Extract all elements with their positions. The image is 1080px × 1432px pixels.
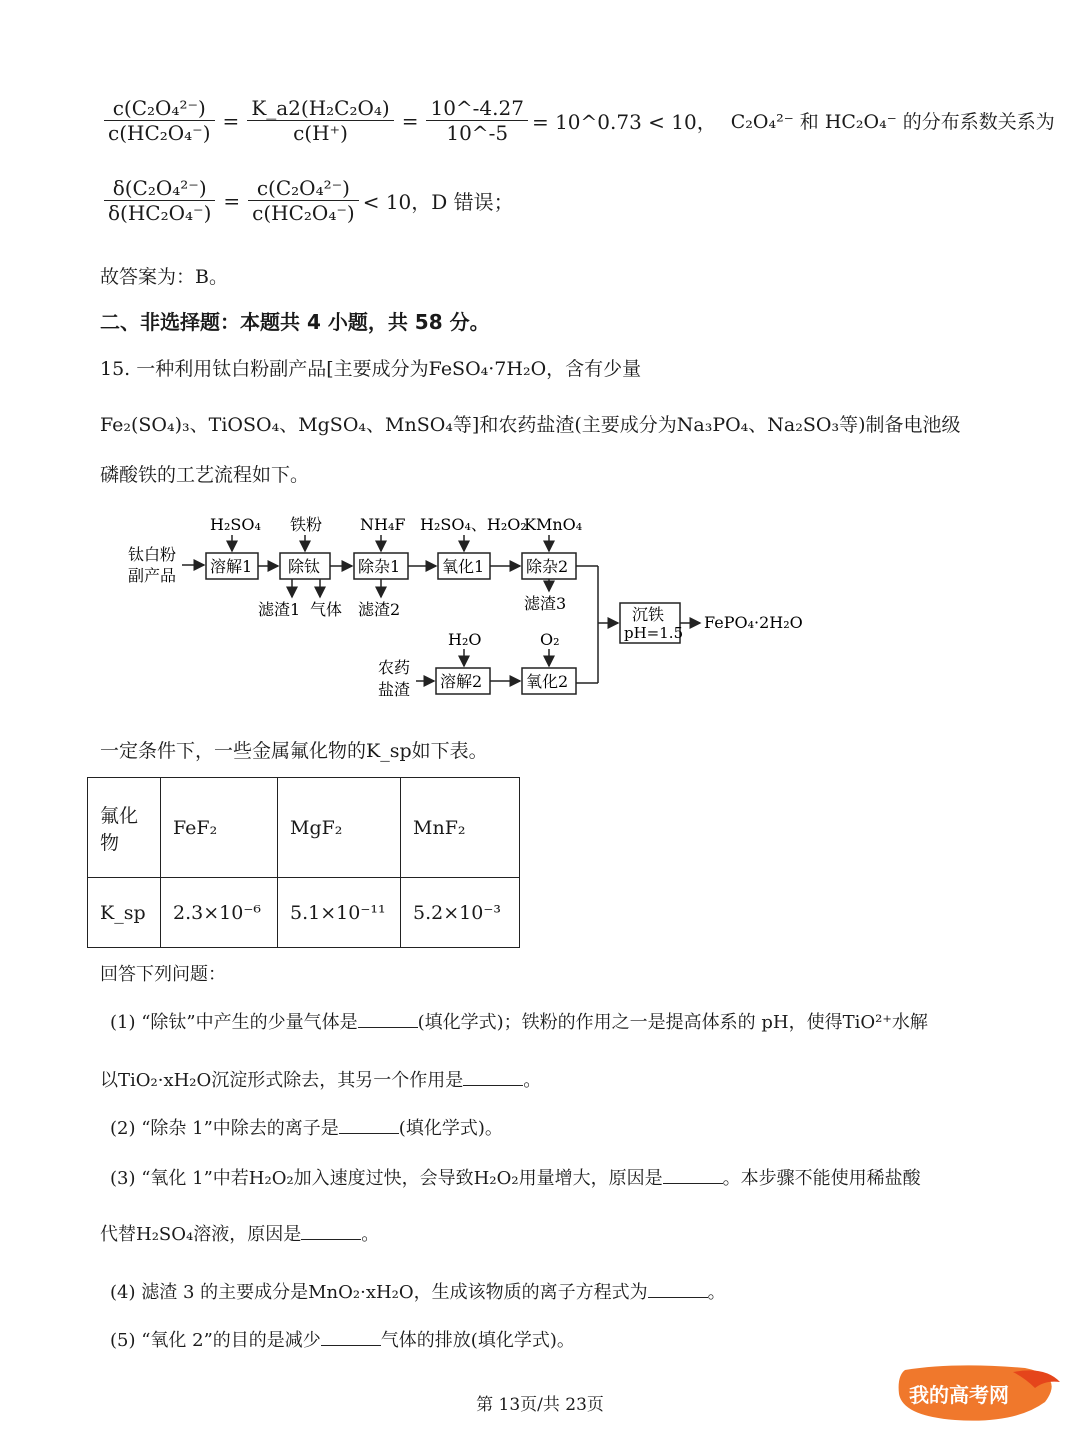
output-residue1: 滤渣1	[258, 600, 301, 619]
eq1-tail: = 10^0.73 < 10，	[531, 110, 717, 134]
blank-4	[648, 1281, 708, 1298]
blank-5	[321, 1329, 381, 1346]
box-impurity1	[354, 553, 408, 579]
blank-1b	[463, 1069, 523, 1086]
eq1-frac3: $\frac{10\^{}-4.27}{10\^{}-5}$	[426, 96, 528, 145]
table-header-fef2: FeF₂	[161, 778, 278, 878]
ksp-fef2: 2.3×10⁻⁶	[161, 878, 278, 948]
question-3-line1: (3) “氧化 1”中若H₂O₂加入速度过快，会导致H₂O₂用量增大，原因是 。本步骤不能使用稀盐酸	[110, 1168, 921, 1189]
box-precipitate-iron	[620, 603, 683, 643]
eq1-frac2: $\frac{\text{K\_a2(H₂C₂O₄)}}{c(H^+)}$	[247, 96, 393, 145]
process-flow-diagram	[120, 505, 840, 705]
output-residue3: 滤渣3	[524, 594, 567, 613]
table-header-label: 氟化物	[88, 778, 161, 878]
ksp-table	[87, 777, 520, 948]
box-remove-ti	[280, 553, 330, 579]
eq1-frac1: $\frac{\text{c(C₂O₄²⁻)}}{\text{c(HC₂O₄⁻)}}$	[104, 96, 215, 145]
box-oxidize1	[438, 553, 490, 579]
blank-3a	[663, 1167, 723, 1184]
question-3-line2: 代替H₂SO₄溶液，原因是 。	[100, 1224, 380, 1245]
raw1-line1: 钛白粉	[128, 545, 177, 564]
output-residue2: 滤渣2	[358, 600, 401, 619]
answer-prompt: 回答下列问题：	[100, 964, 226, 985]
watermark-logo	[895, 1362, 1065, 1424]
input-h2o: H₂O	[448, 630, 482, 649]
product: FePO₄·2H₂O	[704, 613, 803, 632]
eq1-text: C₂O₄²⁻ 和 HC₂O₄⁻ 的分布系数关系为	[730, 111, 1055, 133]
answer-line: 故答案为：B。	[100, 266, 228, 288]
q15-line1: 15. 一种利用钛白粉副产品[主要成分为FeSO₄·7H₂O，含有少量	[100, 358, 642, 380]
raw2-line1: 农药	[378, 658, 411, 677]
svg-text:溶解1: 溶解1	[210, 557, 253, 576]
input-nh4f: NH₄F	[360, 515, 406, 534]
blank-1a	[358, 1011, 418, 1028]
eq2-frac2: $\frac{\text{c(C₂O₄²⁻)}}{\text{c(HC₂O₄⁻)}}$	[248, 176, 359, 225]
box-dissolve1	[206, 553, 258, 579]
box-dissolve2	[436, 668, 490, 694]
q15-line3: 磷酸铁的工艺流程如下。	[100, 464, 310, 486]
eq2-frac1: $\frac{\text{δ(C₂O₄²⁻)}}{\text{δ(HC₂O₄⁻)}}$	[104, 176, 215, 225]
equation-2: $\frac{\text{δ(C₂O₄²⁻)}}{\text{δ(HC₂O₄⁻)}}$ = $\frac{\text{c(C₂O₄²⁻)}}{\text{c(HC₂O₄⁻)}}$ < 10，D 错误；	[100, 176, 514, 225]
output-gas: 气体	[310, 600, 343, 619]
table-intro: 一定条件下，一些金属氟化物的K_sp如下表。	[100, 740, 488, 762]
input-kmno4: KMnO₄	[524, 515, 583, 534]
svg-text:沉铁: 沉铁	[632, 605, 665, 624]
svg-text:除钛: 除钛	[288, 557, 321, 576]
ksp-mnf2: 5.2×10⁻³	[401, 878, 520, 948]
blank-3b	[301, 1223, 361, 1240]
svg-text:pH=1.5: pH=1.5	[624, 624, 684, 642]
q15-line2: Fe₂(SO₄)₃、TiOSO₄、MgSO₄、MnSO₄等]和农药盐渣(主要成分为Na₃PO₄、Na₂SO₃等)制备电池级	[100, 414, 961, 436]
question-4: (4) 滤渣 3 的主要成分是MnO₂·xH₂O，生成该物质的离子方程式为 。	[110, 1282, 726, 1303]
page-footer: 第 13页/共 23页	[476, 1395, 604, 1415]
table-header-mnf2: MnF₂	[401, 778, 520, 878]
svg-text:除杂1: 除杂1	[358, 557, 401, 576]
raw1-line2: 副产品	[128, 566, 177, 585]
table-header-mgf2: MgF₂	[278, 778, 401, 878]
svg-text:氧化1: 氧化1	[442, 557, 485, 576]
eq2-tail: < 10，D 错误；	[362, 190, 514, 214]
watermark-text: 我的高考网	[909, 1383, 1009, 1407]
box-oxidize2	[522, 668, 576, 694]
question-2: (2) “除杂 1”中除去的离子是 (填化学式)。	[110, 1118, 503, 1139]
svg-text:氧化2: 氧化2	[526, 672, 569, 691]
section-title: 二、非选择题：本题共 4 小题，共 58 分。	[100, 310, 490, 334]
box-impurity2	[522, 553, 576, 579]
question-1-line1: (1) “除钛”中产生的少量气体是 (填化学式)；铁粉的作用之一是提高体系的 pH，使得TiO²⁺水解	[110, 1012, 928, 1033]
input-h2so4-h2o2: H₂SO₄、H₂O₂	[420, 515, 527, 534]
question-1-line2: 以TiO₂·xH₂O沉淀形式除去，其另一个作用是 。	[100, 1070, 542, 1091]
svg-text:除杂2: 除杂2	[526, 557, 569, 576]
question-5: (5) “氧化 2”的目的是减少 气体的排放(填化学式)。	[110, 1330, 575, 1351]
input-o2: O₂	[540, 630, 560, 649]
table-row-label: K_sp	[88, 878, 161, 948]
input-h2so4: H₂SO₄	[210, 515, 261, 534]
ksp-mgf2: 5.1×10⁻¹¹	[278, 878, 401, 948]
raw2-line2: 盐渣	[378, 680, 411, 699]
equation-1: $\frac{\text{c(C₂O₄²⁻)}}{\text{c(HC₂O₄⁻)}}$ = $\frac{\text{K\_a2(H₂C₂O₄)}}{c(H^+)}$ = $\frac{10\^{}-4.27}{10\^{}-5}$ = 10^0.73 < 10， C₂O₄²⁻ 和 HC₂O₄⁻ 的分布系数关系为	[100, 96, 1055, 145]
blank-2	[339, 1117, 399, 1134]
input-iron: 铁粉	[290, 515, 323, 534]
svg-text:溶解2: 溶解2	[440, 672, 483, 691]
